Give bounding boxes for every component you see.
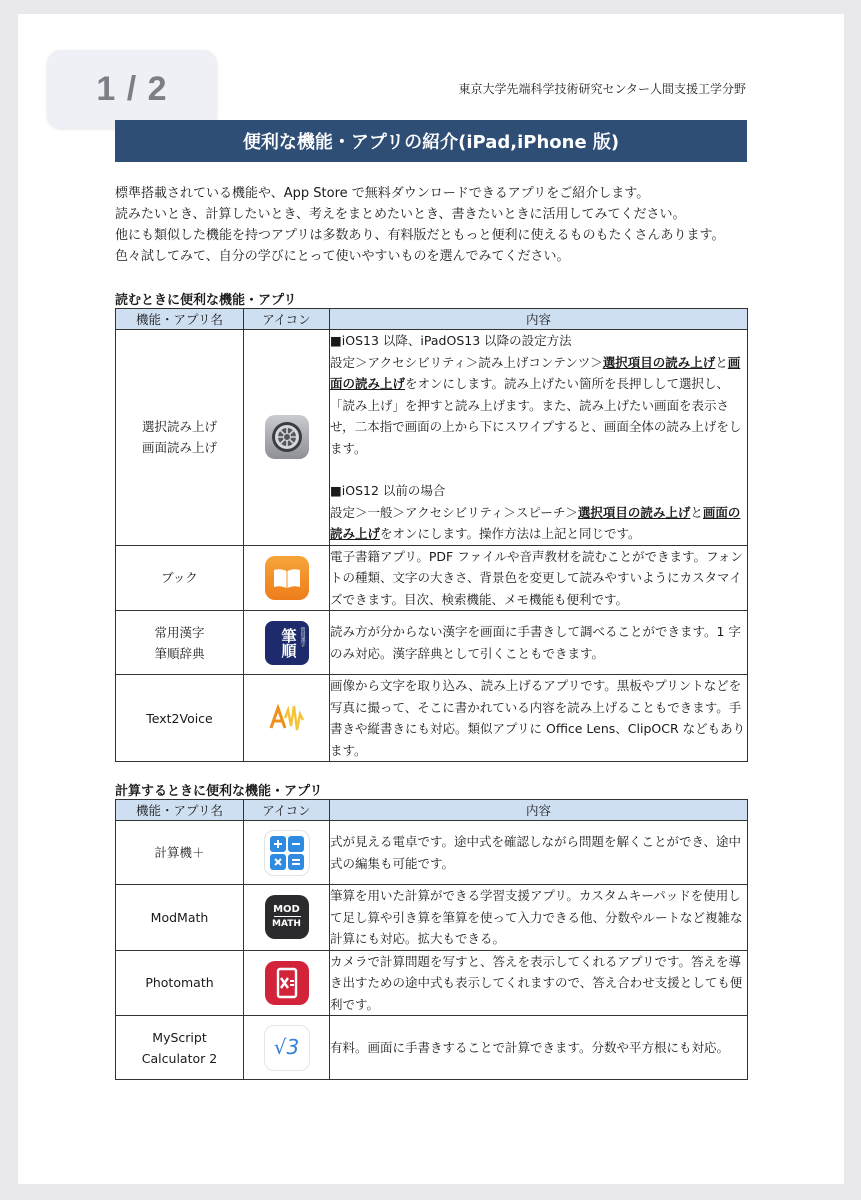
app-description: カメラで計算問題を写すと、答えを表示してくれるアプリです。答えを導き出すための途中式も表示してくれますので、答え合わせ支援としても便利です。 [330, 950, 748, 1016]
intro-text [115, 183, 755, 267]
icon-cell [244, 330, 330, 546]
table-header-row [116, 800, 748, 821]
page-counter: 1 / 2 [47, 50, 217, 128]
ios13-description [330, 352, 747, 460]
intro-line: 色々試してみて、自分の学びにとって使いやすいものを選んでみてください。 [115, 249, 570, 264]
app-name-line: 計算機＋ [154, 845, 205, 860]
page-title: 便利な機能・アプリの紹介(iPad,iPhone 版) [115, 120, 747, 162]
app-description: 有料。画面に手書きすることで計算できます。分数や平方根にも対応。 [330, 1016, 748, 1080]
feature-name: 選択項目の読み上げ [577, 504, 691, 520]
app-name-line: 常用漢字 [154, 624, 205, 640]
calculator-plus-icon [264, 830, 310, 876]
app-name [116, 821, 244, 885]
app-name [116, 885, 244, 951]
myscript-calculator-icon [264, 1025, 310, 1071]
instructions: をオンにします。読み上げたい箇所を長押しして選択し、「読み上げ」を押すと読み上げます。また、読み上げたい画面を表示させ，二本指で画面の上から下にスワイプすると、画面全体の読み上げをします。 [330, 376, 742, 456]
app-description: 筆算を用いた計算ができる学習支援アプリ。カスタムキーパッドを使用して足し算や引き算を筆算を使って入力できる他、分数やルートなど複雑な計算にも対応。拡大もできる。 [330, 885, 748, 951]
connector: と [690, 504, 703, 520]
ios12-heading: ■iOS12 以前の場合 [330, 483, 446, 498]
app-description: 読み方が分からない漢字を画面に手書きして調べることができます。1 字のみ対応。漢字辞典として引くこともできます。 [330, 611, 748, 675]
table-header-row [116, 309, 748, 330]
table-row [116, 330, 748, 546]
app-name-line: Calculator 2 [141, 1050, 218, 1066]
app-name-line: Photomath [145, 975, 214, 991]
spacer [330, 459, 747, 480]
icon-label: MOD [273, 904, 300, 916]
section-title-calculating: 計算するときに便利な機能・アプリ [115, 784, 323, 799]
icon-cell [244, 675, 330, 762]
feature-name: 選択項目の読み上げ [602, 354, 716, 370]
institution-name: 東京大学先端科学技術研究センター人間支援工学分野 [458, 82, 746, 96]
table-row [116, 675, 748, 762]
header-icon: アイコン [244, 309, 330, 330]
header-content: 内容 [330, 800, 748, 821]
reading-apps-table [115, 308, 748, 762]
icon-label: √3 [273, 1034, 300, 1059]
intro-line: 他にも類似した機能を持つアプリは多数あり、有料版だともっと便利に使えるものもたくさんあります。 [115, 228, 725, 243]
app-name [116, 950, 244, 1016]
app-name-line: 筆順辞典 [154, 645, 205, 661]
app-description: 電子書籍アプリ。PDF ファイルや音声教材を読むことができます。フォントの種類、文字の大きさ、背景色を変更して読みやすいようにカスタマイズできます。目次、検索機能、メモ機能も便利です。 [330, 545, 748, 611]
app-name-line: 画面読み上げ [141, 440, 217, 456]
text2voice-icon [265, 696, 309, 740]
icon-label: MATH [272, 919, 301, 930]
app-name-line: Text2Voice [146, 710, 213, 726]
calculating-apps-table [115, 799, 748, 1080]
app-description: 画像から文字を取り込み、読み上げるアプリです。黒板やプリントなどを写真に撮って、そこに書かれている内容を読み上げることもできます。手書きや縦書きにも対応。類似アプリに Office Lens、ClipOCR などもあります。 [330, 675, 748, 762]
table-row [116, 950, 748, 1016]
kanji-dictionary-icon [265, 621, 309, 665]
settings-path: 設定＞一般＞アクセシビリティ＞スピーチ＞ [330, 504, 578, 520]
table-row [116, 885, 748, 951]
icon-divider [274, 916, 301, 917]
settings-path: 設定＞アクセシビリティ＞読み上げコンテンツ＞ [330, 354, 603, 370]
books-icon [265, 556, 309, 600]
icon-cell [244, 885, 330, 951]
header-icon: アイコン [244, 800, 330, 821]
app-description: 式が見える電卓です。途中式を確認しながら問題を解くことができ、途中式の編集も可能です。 [330, 821, 748, 885]
instructions: をオンにします。操作方法は上記と同じです。 [380, 526, 641, 541]
feature-name: 画面の読み上げ [330, 354, 741, 391]
icon-cell [244, 545, 330, 611]
header-name: 機能・アプリ名 [116, 309, 244, 330]
feature-name: 画面の読み上げ [330, 504, 741, 541]
app-name [116, 330, 244, 546]
app-name [116, 675, 244, 762]
app-name-line: 選択読み上げ [141, 419, 217, 435]
modmath-icon [265, 895, 309, 939]
app-name [116, 611, 244, 675]
icon-label: 筆順 [279, 627, 298, 658]
ios12-description [330, 502, 747, 545]
app-name-line: ブック [161, 570, 198, 586]
icon-cell [244, 611, 330, 675]
icon-cell [244, 821, 330, 885]
table-row [116, 611, 748, 675]
app-name [116, 545, 244, 611]
app-name-line: ModMath [150, 909, 209, 925]
icon-cell [244, 950, 330, 1016]
table-row [116, 545, 748, 611]
header-content: 内容 [330, 309, 748, 330]
intro-line: 読みたいとき、計算したいとき、考えをまとめたいとき、書きたいときに活用してみてください。 [115, 207, 686, 222]
app-name [116, 1016, 244, 1080]
table-row [116, 1016, 748, 1080]
settings-icon [265, 415, 309, 459]
section-title-reading: 読むときに便利な機能・アプリ [115, 293, 297, 308]
table-row [116, 821, 748, 885]
app-name-line: MyScript [152, 1029, 207, 1045]
icon-sublabel: 常用漢字 [299, 626, 306, 647]
app-description [330, 330, 748, 546]
ios13-heading: ■iOS13 以降、iPadOS13 以降の設定方法 [330, 333, 572, 348]
intro-line: 標準搭載されている機能や、App Store で無料ダウンロードできるアプリをご紹介します。 [115, 186, 650, 201]
header-name: 機能・アプリ名 [116, 800, 244, 821]
connector: と [715, 354, 728, 370]
icon-cell [244, 1016, 330, 1080]
photomath-icon [265, 961, 309, 1005]
